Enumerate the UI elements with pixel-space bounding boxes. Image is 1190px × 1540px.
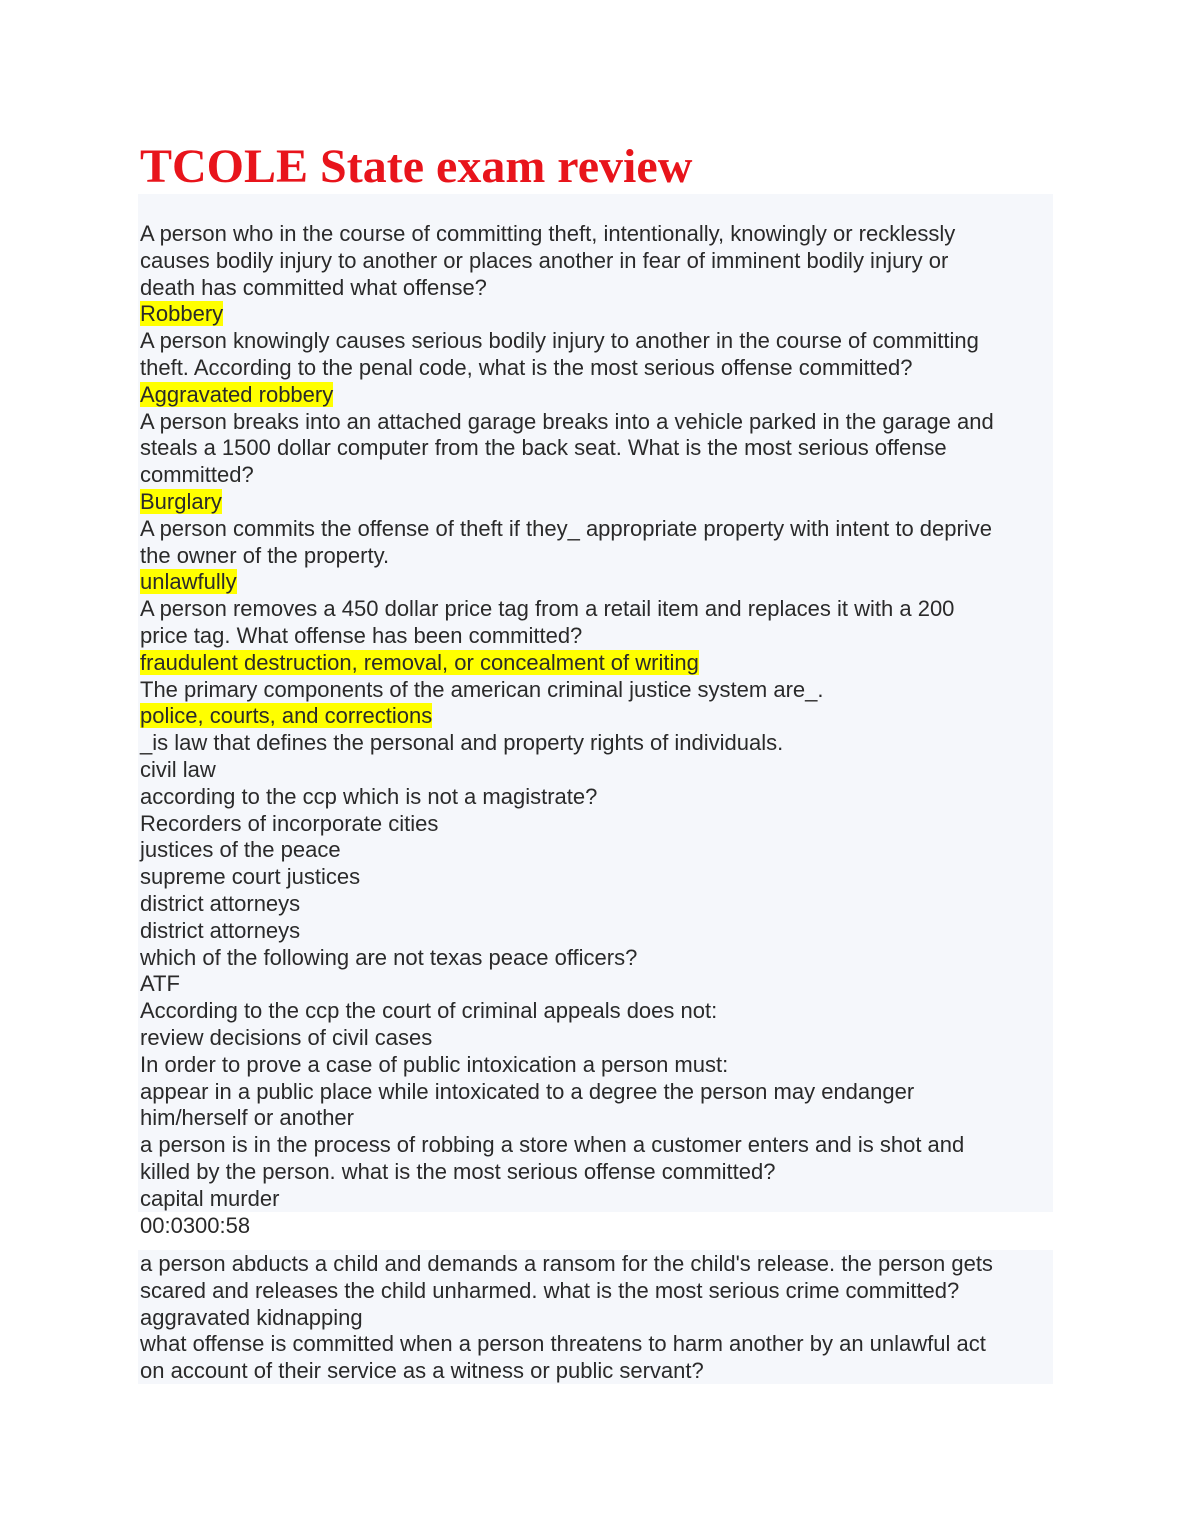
line-text: him/herself or another	[140, 1105, 354, 1131]
text-line	[140, 1186, 1053, 1213]
line-text: Recorders of incorporate cities	[140, 810, 439, 836]
answer-line	[140, 703, 1053, 730]
line-text: supreme court justices	[140, 864, 361, 890]
qa-block-2	[138, 1250, 1053, 1384]
highlighted-answer: police, courts, and corrections	[140, 703, 433, 729]
line-text: A person removes a 450 dollar price tag from a retail item and replaces it with a 200	[140, 596, 955, 622]
text-line	[140, 248, 1053, 275]
text-line	[140, 1079, 1053, 1106]
line-text: capital murder	[140, 1185, 280, 1211]
qa-block-1	[138, 194, 1053, 1212]
text-line	[140, 757, 1053, 784]
highlighted-answer: Robbery	[140, 301, 224, 327]
highlighted-answer: fraudulent destruction, removal, or concealment of writing	[140, 649, 699, 675]
line-text: scared and releases the child unharmed. what is the most serious crime committed?	[140, 1277, 960, 1303]
text-line	[140, 1305, 1053, 1332]
line-text: according to the ccp which is not a magistrate?	[140, 783, 598, 809]
answer-line	[140, 650, 1053, 677]
text-line	[140, 1105, 1053, 1132]
text-line	[140, 864, 1053, 891]
text-line	[140, 435, 1053, 462]
line-text: the owner of the property.	[140, 542, 390, 568]
line-text: review decisions of civil cases	[140, 1024, 433, 1050]
line-text: According to the ccp the court of criminal appeals does not:	[140, 998, 718, 1024]
line-text: killed by the person. what is the most serious offense committed?	[140, 1158, 776, 1184]
line-text: In order to prove a case of public intoxication a person must:	[140, 1051, 729, 1077]
text-line	[140, 1052, 1053, 1079]
text-line	[140, 1159, 1053, 1186]
text-line	[140, 1251, 1053, 1278]
text-line	[140, 1132, 1053, 1159]
line-text: what offense is committed when a person threatens to harm another by an unlawful act	[140, 1331, 986, 1357]
line-text: A person commits the offense of theft if they_ appropriate property with intent to deprive	[140, 515, 992, 541]
text-line	[140, 1358, 1053, 1385]
line-text: steals a 1500 dollar computer from the back seat. What is the most serious offense	[140, 435, 947, 461]
text-line	[140, 328, 1053, 355]
line-text: a person abducts a child and demands a ransom for the child's release. the person gets	[140, 1251, 993, 1276]
text-line	[140, 1331, 1053, 1358]
line-text: theft. According to the penal code, what is the most serious offense committed?	[140, 354, 913, 380]
line-text: death has committed what offense?	[140, 274, 487, 300]
text-line	[140, 837, 1053, 864]
line-text: appear in a public place while intoxicated to a degree the person may endanger	[140, 1078, 915, 1104]
line-text: aggravated kidnapping	[140, 1304, 363, 1330]
text-line	[140, 918, 1053, 945]
text-line	[140, 1025, 1053, 1052]
text-line	[140, 945, 1053, 972]
line-text: civil law	[140, 756, 216, 782]
text-line	[140, 543, 1053, 570]
timer-text: 00:0300:58	[140, 1213, 251, 1238]
text-line	[140, 623, 1053, 650]
text-line	[140, 677, 1053, 704]
text-line	[140, 811, 1053, 838]
text-line	[140, 971, 1053, 998]
text-line	[140, 596, 1053, 623]
answer-line	[140, 569, 1053, 596]
answer-line	[140, 489, 1053, 516]
highlighted-answer: Aggravated robbery	[140, 381, 334, 407]
line-text: committed?	[140, 462, 254, 488]
text-line	[140, 221, 1053, 248]
line-text: a person is in the process of robbing a store when a customer enters and is shot and	[140, 1132, 965, 1158]
line-text: ATF	[140, 971, 180, 997]
line-text: causes bodily injury to another or places another in fear of imminent bodily injury or	[140, 247, 949, 273]
line-text: justices of the peace	[140, 837, 341, 863]
line-text: district attorneys	[140, 917, 301, 943]
text-line	[140, 355, 1053, 382]
line-text: on account of their service as a witness or public servant?	[140, 1358, 704, 1384]
text-line	[140, 462, 1053, 489]
line-text: _is law that defines the personal and property rights of individuals.	[140, 730, 784, 756]
line-text: A person knowingly causes serious bodily injury to another in the course of committing	[140, 328, 979, 354]
text-line	[140, 891, 1053, 918]
line-text: district attorneys	[140, 890, 301, 916]
text-line	[140, 409, 1053, 436]
text-line	[140, 784, 1053, 811]
text-line	[140, 998, 1053, 1025]
line-text: which of the following are not texas peace officers?	[140, 944, 638, 970]
line-text: price tag. What offense has been committed?	[140, 622, 583, 648]
highlighted-answer: Burglary	[140, 488, 222, 514]
text-line	[140, 1278, 1053, 1305]
answer-line	[140, 382, 1053, 409]
text-line	[140, 730, 1053, 757]
line-text: The primary components of the american criminal justice system are_.	[140, 676, 824, 702]
line-text: A person breaks into an attached garage breaks into a vehicle parked in the garage and	[140, 408, 994, 434]
answer-line	[140, 301, 1053, 328]
line-text: A person who in the course of committing theft, intentionally, knowingly or recklessly	[140, 221, 956, 246]
text-line	[140, 516, 1053, 543]
page-title: TCOLE State exam review	[140, 140, 693, 193]
text-line	[140, 275, 1053, 302]
highlighted-answer: unlawfully	[140, 569, 237, 595]
